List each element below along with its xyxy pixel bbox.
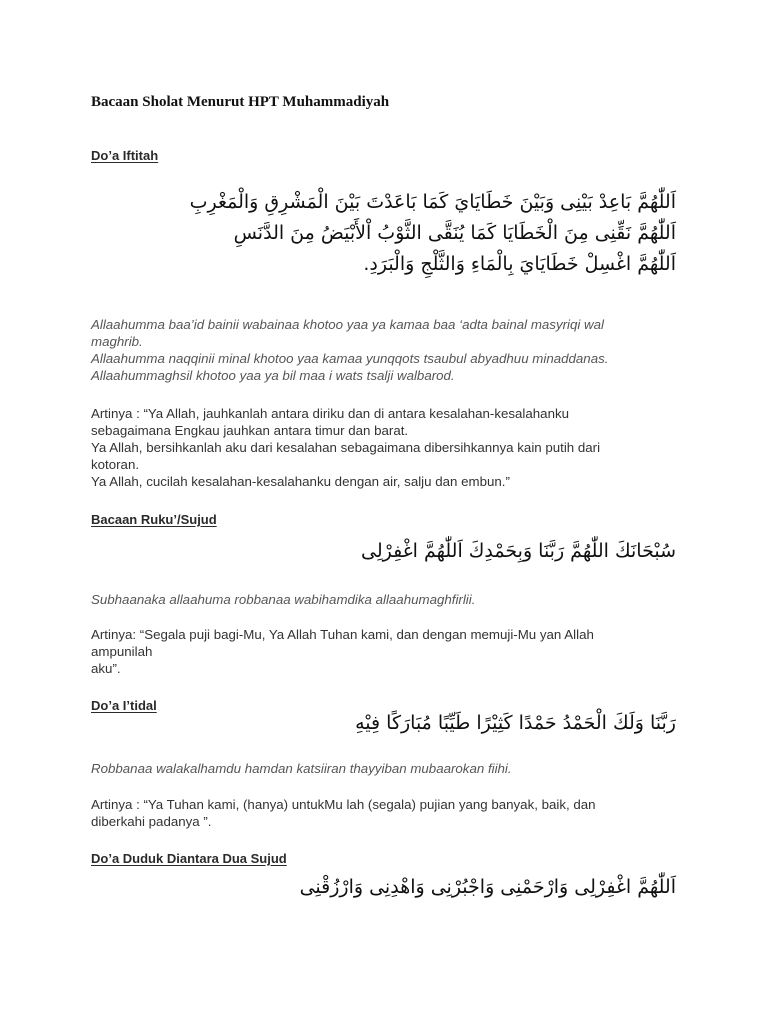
meaning-iftitah (91, 405, 691, 490)
meaning-line: Ya Allah, bersihkanlah aku dari kesalahan sebagaimana dibersihkannya kain putih dari (91, 440, 601, 455)
meaning-line: Ya Allah, cucilah kesalahan-kesalahanku dengan air, salju dan embun.” (91, 474, 510, 489)
arabic-text-iftitah (190, 187, 676, 280)
arabic-line: اَللّٰهُمَّ نَقِّنِى مِنَ الْخَطَايَا كَمَا يُنَقَّى الثَّوْبُ اْلأَبْيَضُ مِنَ الدَّنَسِ (233, 222, 676, 244)
meaning-itidal (91, 796, 691, 830)
meaning-line: Artinya : “Ya Tuhan kami, (hanya) untukMu lah (segala) pujian yang banyak, baik, dan (91, 797, 596, 812)
meaning-line: diberkahi padanya ”. (91, 814, 212, 829)
transliteration-itidal (91, 760, 691, 777)
meaning-line: Artinya : “Ya Allah, jauhkanlah antara diriku dan di antara kesalahan-kesalahanku (91, 406, 570, 421)
meaning-line: ampunilah (91, 644, 153, 659)
document-title: Bacaan Sholat Menurut HPT Muhammadiyah (91, 94, 390, 110)
heading-doa-iftitah: Do’a Iftitah (91, 148, 159, 163)
arabic-text-itidal: رَبَّنَا وَلَكَ الْحَمْدُ حَمْدًا كَثِيْرًا طَيِّبًا مُبَارَكًا فِيْهِ (355, 712, 676, 734)
heading-ruku-sujud: Bacaan Ruku’/Sujud (91, 512, 217, 527)
meaning-line: aku”. (91, 661, 121, 676)
translit-line: Robbanaa walakalhamdu hamdan katsiiran thayyiban mubaarokan fiihi. (91, 761, 512, 776)
meaning-line: sebagaimana Engkau jauhkan antara timur dan barat. (91, 423, 409, 438)
meaning-line: kotoran. (91, 457, 140, 472)
translit-line: Allaahumma baa’id bainii wabainaa khotoo yaa ya kamaa baa ‘adta bainal masyriqi wal (91, 317, 604, 332)
transliteration-iftitah (91, 316, 691, 384)
translit-line: maghrib. (91, 334, 143, 349)
translit-line: Subhaanaka allaahuma robbanaa wabihamdika allaahumaghfirlii. (91, 592, 476, 607)
arabic-line: اَللّٰهُمَّ اغْسِلْ خَطَايَايَ بِالْمَاءِ وَالثَّلْجِ وَالْبَرَدِ. (363, 253, 676, 275)
arabic-text-ruku-sujud: سُبْحَانَكَ اللّٰهُمَّ رَبَّنَا وَبِحَمْدِكَ اَللّٰهُمَّ اغْفِرْلِى (361, 540, 676, 562)
transliteration-ruku-sujud (91, 591, 691, 608)
translit-line: Allaahummaghsil khotoo yaa ya bil maa i wats tsalji walbarod. (91, 368, 455, 383)
heading-doa-itidal: Do’a I’tidal (91, 698, 157, 713)
meaning-line: Artinya: “Segala puji bagi-Mu, Ya Allah Tuhan kami, dan dengan memuji-Mu yan Allah (91, 627, 594, 642)
heading-duduk-diantara-dua-sujud: Do’a Duduk Diantara Dua Sujud (91, 851, 287, 866)
arabic-line: اَللّٰهُمَّ بَاعِدْ بَيْنِى وَبَيْنَ خَطَايَايَ كَمَا بَاعَدْتَ بَيْنَ الْمَشْرِقِ وَالْمَغْرِبِ (189, 191, 676, 213)
meaning-ruku-sujud (91, 626, 691, 677)
arabic-text-duduk: اَللّٰهُمَّ اغْفِرْلِى وَارْحَمْنِى وَاجْبُرْنِى وَاهْدِنِى وَارْزُقْنِى (299, 876, 676, 898)
translit-line: Allaahumma naqqinii minal khotoo yaa kamaa yunqqots tsaubul abyadhuu minaddanas. (91, 351, 609, 366)
